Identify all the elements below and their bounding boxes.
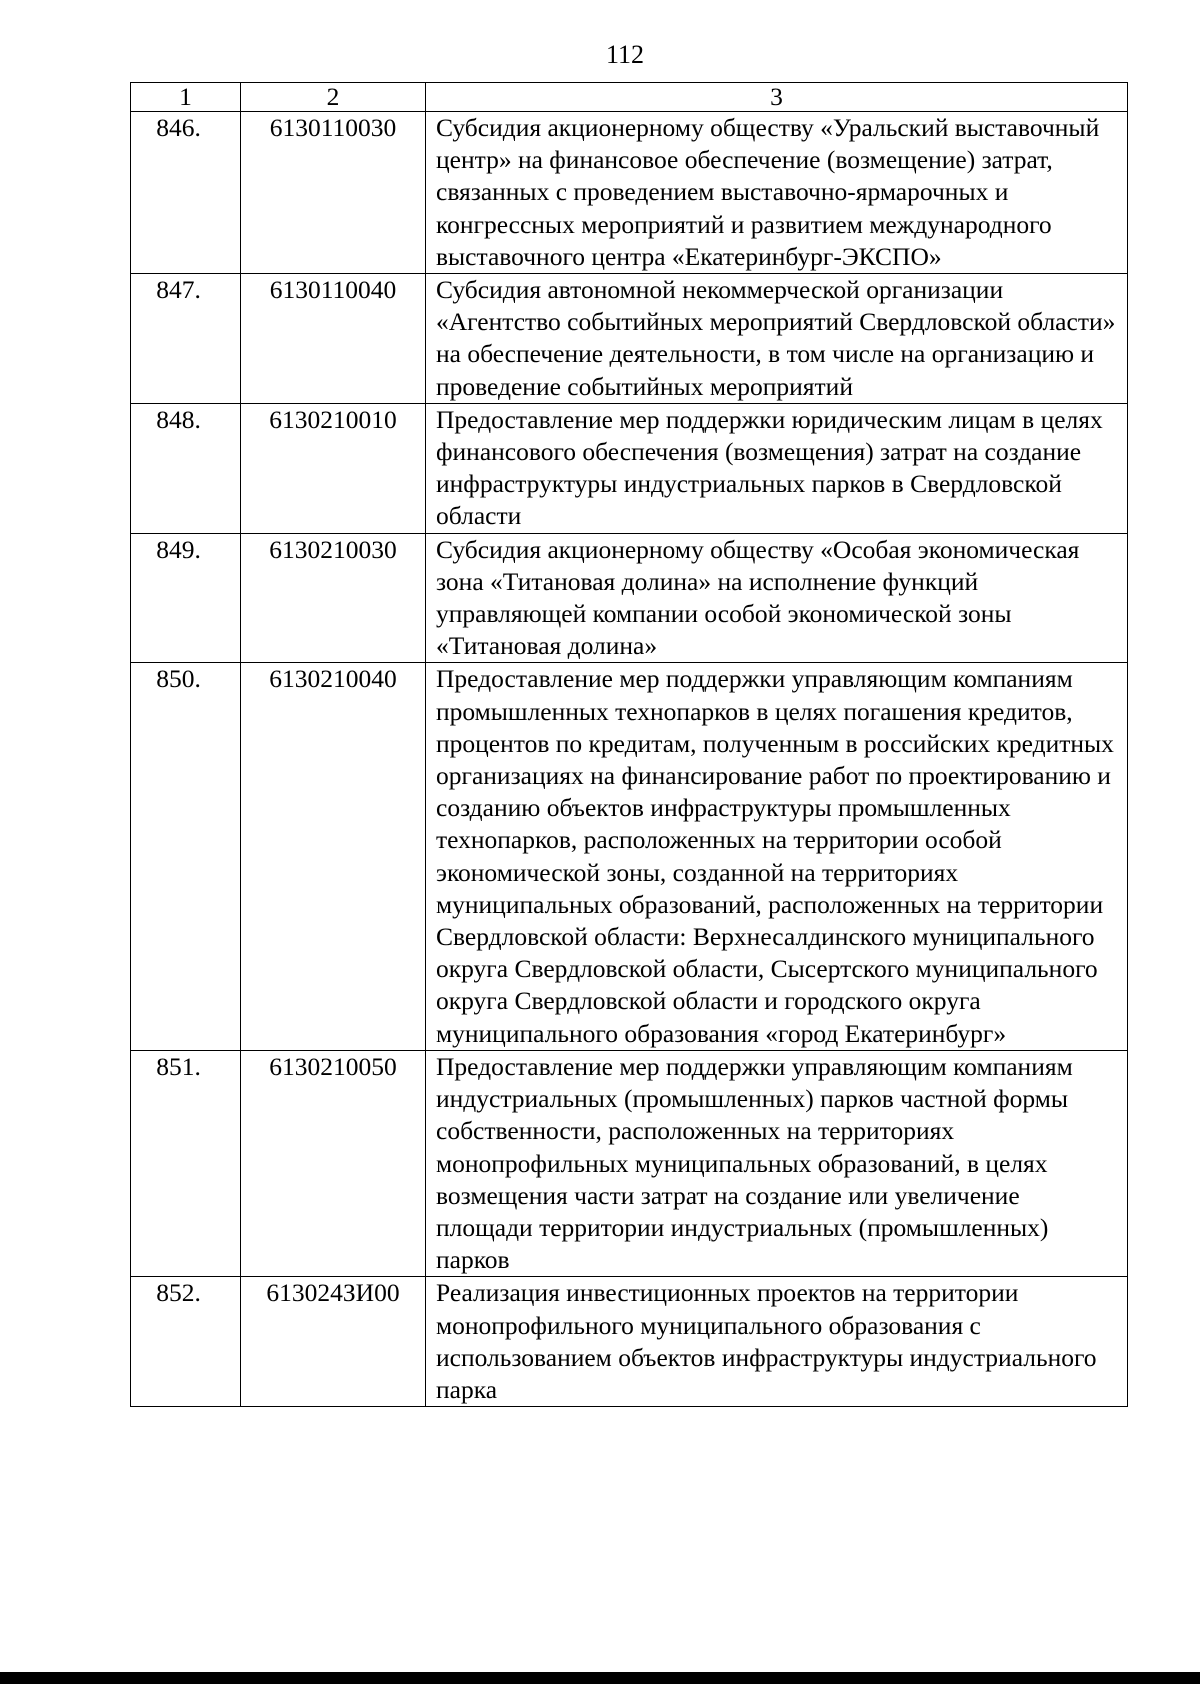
table-row <box>131 533 1128 663</box>
table-header-row <box>131 83 1128 112</box>
row-number: 849. <box>131 533 241 663</box>
table-row <box>131 112 1128 274</box>
row-code: 6130210050 <box>241 1050 426 1276</box>
classification-table <box>130 82 1128 1407</box>
table-row <box>131 1050 1128 1276</box>
row-description: Предоставление мер поддержки юридическим лицам в целях финансового обеспечения (возмещения) затрат на создание инфраструктуры индустриальных парков в Свердловской области <box>426 403 1128 533</box>
row-number: 846. <box>131 112 241 274</box>
row-description: Субсидия акционерному обществу «Уральский выставочный центр» на финансовое обеспечение (возмещение) затрат, связанных с проведением выставочно-ярмарочных и конгрессных мероприятий и развитием международного выставочного центра «Екатеринбург-ЭКСПО» <box>426 112 1128 274</box>
row-description: Субсидия автономной некоммерческой организации «Агентство событийных мероприятий Свердловской области» на обеспечение деятельности, в том числе на организацию и проведение событийных мероприятий <box>426 274 1128 404</box>
row-description: Субсидия акционерному обществу «Особая экономическая зона «Титановая долина» на исполнение функций управляющей компании особой экономической зоны «Титановая долина» <box>426 533 1128 663</box>
row-number: 850. <box>131 663 241 1050</box>
row-description: Предоставление мер поддержки управляющим компаниям промышленных технопарков в целях погашения кредитов, процентов по кредитам, полученным в российских кредитных организациях на финансирование работ по проектированию и созданию объектов инфраструктуры промышленных технопарков, расположенных на территории особой экономической зоны, созданной на территориях муниципальных образований, расположенных на территории Свердловской области: Верхнесалдинского муниципального округа Свердловской области, Сысертского муниципального округа Свердловской области и городского округа муниципального образования «город Екатеринбург» <box>426 663 1128 1050</box>
row-number: 851. <box>131 1050 241 1276</box>
row-description: Предоставление мер поддержки управляющим компаниям индустриальных (промышленных) парков частной формы собственности, расположенных на территориях монопрофильных муниципальных образований, в целях возмещения части затрат на создание или увеличение площади территории индустриальных (промышленных) парков <box>426 1050 1128 1276</box>
page-number: 112 <box>605 40 645 69</box>
row-code: 6130110030 <box>241 112 426 274</box>
table-row <box>131 663 1128 1050</box>
row-code: 6130110040 <box>241 274 426 404</box>
row-code: 6130210040 <box>241 663 426 1050</box>
column-header-2: 2 <box>241 83 426 112</box>
column-header-1: 1 <box>131 83 241 112</box>
row-number: 847. <box>131 274 241 404</box>
table-row <box>131 274 1128 404</box>
table-row <box>131 403 1128 533</box>
table-row <box>131 1277 1128 1407</box>
scan-bottom-border <box>0 1672 1200 1684</box>
row-code: 6130210010 <box>241 403 426 533</box>
column-header-3: 3 <box>426 83 1128 112</box>
row-code: 6130210030 <box>241 533 426 663</box>
row-description: Реализация инвестиционных проектов на территории монопрофильного муниципального образования с использованием объектов инфраструктуры индустриального парка <box>426 1277 1128 1407</box>
row-number: 848. <box>131 403 241 533</box>
row-number: 852. <box>131 1277 241 1407</box>
row-code: 613024ЗИ00 <box>241 1277 426 1407</box>
